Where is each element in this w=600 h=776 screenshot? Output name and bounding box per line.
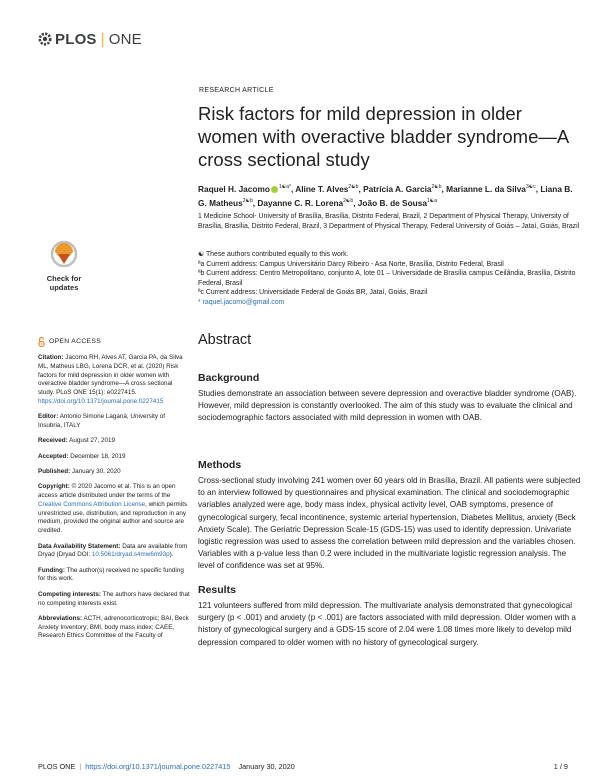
author-name[interactable]: , João B. de Sousa (353, 198, 427, 208)
author-affiliation-mark: 2☯b (431, 184, 442, 190)
editor: Editor: Antonio Simone Laganà, University of Insubria, ITALY (38, 413, 166, 430)
orcid-icon[interactable] (271, 186, 278, 193)
article-type: RESEARCH ARTICLE (199, 87, 274, 94)
abbreviations: Abbreviations: ACTH, adrenocorticotropic; BAI, Beck Anxiety Inventory; BMI, body mass index; CAEE, Research Ethics Committee of the Faculty of (38, 614, 189, 640)
results-text: 121 volunteers suffered from mild depression. The multivariate analysis demonstrated that gynecological surgery (p < .001) and anxiety (p < .001) are factors associated with mild depression. Older women with a history of gynecological surgery and a GDS-15 score of 2.04 were 1.08 times more likely to develop mild depression compared to older women with no history of gynecological surgery. (198, 601, 576, 647)
author-affiliation-mark: 1☯a (426, 198, 438, 204)
results-heading: Results (198, 584, 236, 596)
open-access-row (38, 337, 190, 347)
data-availability: Data Availability Statement: Data are available from Dryad (Dryad DOI: 10.5061/dryad.s4mw6m93p). (38, 542, 188, 559)
corresponding-email-link[interactable]: * raquel.jacomo@gmail.com (198, 298, 285, 306)
footer-journal: PLOS ONE (38, 762, 76, 771)
check-updates-icon (38, 240, 90, 270)
published-date: Published: January 30, 2020 (38, 467, 121, 475)
author-affiliation-mark: 3☯c (525, 184, 536, 190)
cc-license-link[interactable]: Creative Commons Attribution License (38, 500, 146, 508)
methods-section (198, 459, 581, 573)
author-name[interactable]: , Patrícia A. Garcia (358, 184, 432, 194)
check-updates-line2: updates (49, 282, 79, 292)
funding: Funding: The author(s) received no specific funding for this work. (38, 566, 184, 583)
author-affiliation-mark: 1☯a* (278, 184, 291, 190)
open-lock-icon (38, 337, 45, 347)
author-affiliation-mark: 2☯b (348, 184, 359, 190)
author-notes (198, 250, 578, 307)
author-affiliation-mark: 2☯b (343, 198, 354, 204)
footer-separator: | (79, 762, 82, 771)
footer-date: January 30, 2020 (238, 762, 295, 771)
open-access-label: OPEN ACCESS (49, 337, 102, 345)
page-number: 1 / 9 (553, 762, 568, 771)
background-text: Studies demonstrate an association between severe depression and overactive bladder syndrome (OAB). However, mild depression is constantly overlooked. The aim of this study was to evaluate the clinical and sociodemographic factors associated with mild depression in women with OAB. (198, 389, 577, 423)
background-heading: Background (198, 372, 260, 384)
check-for-updates-badge[interactable] (38, 240, 90, 292)
author-list (198, 181, 578, 209)
logo-separator: | (100, 30, 105, 48)
author-name[interactable]: , Marianne L. da Silva (441, 184, 526, 194)
citation: Citation: Jacomo RH, Alves AT, Garcia PA, da Silva ML, Matheus LBG, Lorena DCR, et al. (2020) Risk factors for mild depression in older women with overactive bladder syndrome—A cross sectional study. PLoS ONE 15(1): e0227415. https://doi.org/10.1371/journal.pone.0227415 (38, 354, 183, 405)
check-updates-line1: Check for (46, 274, 82, 283)
page-footer (38, 762, 568, 774)
methods-heading: Methods (198, 459, 242, 471)
affiliations: 1 Medicine School- University of Brasília, Brasília, Distrito Federal, Brazil, 2 Department of Physical Therapy, University of Brasília, Brasília, Distrito Federal, Brazil, 3 Department of Physical Therapy, Federal University of Goiás – Jataí, Goiás, Brazil (198, 213, 580, 230)
plos-gear-icon (38, 32, 52, 46)
competing-interests: Competing interests: The authors have declared that no competing interests exist. (38, 590, 190, 607)
article-info-sidebar (38, 337, 190, 648)
logo-one-text: ONE (108, 30, 142, 48)
article-title: Risk factors for mild depression in older women with overactive bladder syndrome—A cross sectional study (198, 103, 569, 170)
accepted-date: Accepted: December 18, 2019 (38, 452, 126, 460)
abstract-heading: Abstract (198, 332, 252, 348)
received-date: Received: August 27, 2019 (38, 437, 116, 445)
author-name[interactable]: , Dayanne C. R. Lorena (252, 198, 344, 208)
author-name[interactable]: , Aline T. Alves (290, 184, 349, 194)
author-affiliation-mark: 2☯b (242, 198, 253, 204)
author-name[interactable]: , Liana B. G. Matheus (198, 184, 573, 208)
copyright: Copyright: © 2020 Jacomo et al. This is an open access article distributed under the terms of the Creative Commons Attribution License, which permits unrestricted use, distribution, and reproduction in any medium, provided the original author and source are credited. (38, 483, 188, 535)
background-section (198, 372, 581, 425)
author-name[interactable]: Raquel H. Jacomo (198, 184, 270, 194)
equal-contribution-note: ☯ These authors contributed equally to this work. (198, 251, 349, 258)
footer-doi-link[interactable]: https://doi.org/10.1371/journal.pone.0227415 (85, 762, 231, 771)
current-address-b: ªb Current address: Centro Metropolitano, conjunto A, lote 01 – Universidade de Brasília campus Ceilândia, Brasília, Distrito Federal, Brasil (198, 270, 576, 287)
plos-one-logo (38, 30, 142, 48)
current-address-c: ªc Current address: Universidade Federal de Goiás BR, Jataí, Goiás, Brazil (198, 289, 428, 296)
current-address-a: ªa Current address: Campus Universitário Darcy Ribeiro - Asa Norte, Brasília, Distrito Federal, Brasil (198, 260, 504, 268)
citation-doi-link[interactable]: https://doi.org/10.1371/journal.pone.0227415 (38, 397, 164, 405)
dryad-doi-link[interactable]: 10.5061/dryad.s4mw6m93p (91, 551, 170, 559)
results-section (198, 584, 581, 649)
logo-plos-text: PLOS (55, 30, 97, 48)
methods-text: Cross-sectional study involving 241 women over 60 years old in Brasília, Brazil. All patients were subjected to an interview followed by questionnaires and physical examination. The clinical and sociodemographic variables analyzed were age, body mass index, physical activity level, OAB symptoms, presence of gynecological surgery, fecal incontinence, systemic arterial hypertension, Diabetes Mellitus, anxiety (Beck Anxiety Scale). The Geriatric Depression Scale-15 (GDS-15) was used to identify depression. Univariate logistic regression was used to assess the correlation between mild depression and the variables chosen. Variables with a p-value less than 0.2 were included in the multivariate logistic regression analysis. The level of confidence was set at 95%. (198, 476, 581, 571)
